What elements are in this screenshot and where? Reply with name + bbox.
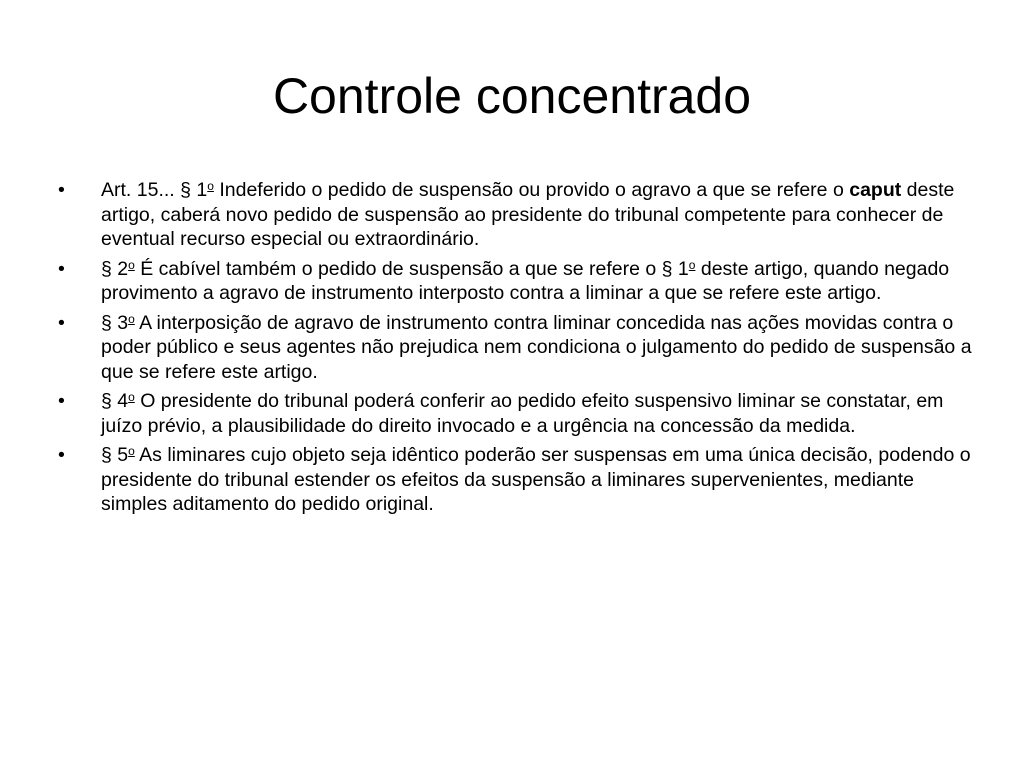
- bullet-text-continued: deste artigo, caberá novo pedido de suspensão ao presidente do tribunal competente para conhecer de eventual recurso especial ou extraordinário.: [101, 179, 955, 250]
- bullet-dot-icon: •: [58, 390, 65, 412]
- ordinal-indicator: o: [207, 179, 214, 193]
- ordinal-indicator: o: [688, 257, 696, 272]
- ordinal-indicator: o: [128, 257, 135, 272]
- bold-term: caput: [849, 179, 902, 201]
- ordinal-indicator: o: [128, 311, 135, 326]
- bullet-text-prefix: § 2: [101, 257, 129, 280]
- bullet-text-prefix: Art. 15... § 1: [101, 179, 208, 201]
- bullet-text-prefix: § 5: [101, 444, 129, 466]
- bullet-text-continued: deste artigo, quando negado provimento a agravo de instrumento interposto contra a liminar a que se refere este artigo.: [101, 257, 950, 304]
- ordinal-indicator: o: [128, 444, 135, 458]
- slide-title: Controle concentrado: [272, 68, 752, 124]
- bullet-text: A interposição de agravo de instrumento contra liminar concedida nas ações movidas contra o poder público e seus agentes não prejudica nem condiciona o julgamento do pedido de suspensão a que se refere este artigo.: [101, 311, 972, 383]
- bullet-text: O presidente do tribunal poderá conferir ao pedido efeito suspensivo liminar se constatar, em juízo prévio, a plausibilidade do direito invocado e a urgência na concessão da medida.: [101, 390, 944, 437]
- bullet-item-p2: [58, 257, 978, 306]
- bullet-list: [58, 178, 978, 522]
- bullet-text-prefix: § 3: [101, 311, 129, 334]
- bullet-dot-icon: •: [58, 257, 65, 280]
- bullet-item-p5: [58, 443, 978, 517]
- bullet-dot-icon: •: [58, 444, 65, 466]
- bullet-dot-icon: •: [58, 311, 65, 334]
- bullet-dot-icon: •: [58, 179, 65, 201]
- bullet-text-prefix: § 4: [101, 390, 129, 412]
- bullet-item-art15-p1: [58, 178, 978, 252]
- bullet-text: As liminares cujo objeto seja idêntico poderão ser suspensas em uma única decisão, podendo o presidente do tribunal estender os efeitos da suspensão a liminares supervenientes, mediante simples aditamento do pedido original.: [101, 444, 971, 515]
- bullet-text: É cabível também o pedido de suspensão a que se refere o § 1: [134, 257, 689, 280]
- bullet-item-p3: [58, 311, 978, 385]
- bullet-item-p4: [58, 389, 978, 438]
- ordinal-indicator: o: [128, 390, 135, 404]
- bullet-text: Indeferido o pedido de suspensão ou provido o agravo a que se refere o: [213, 179, 850, 201]
